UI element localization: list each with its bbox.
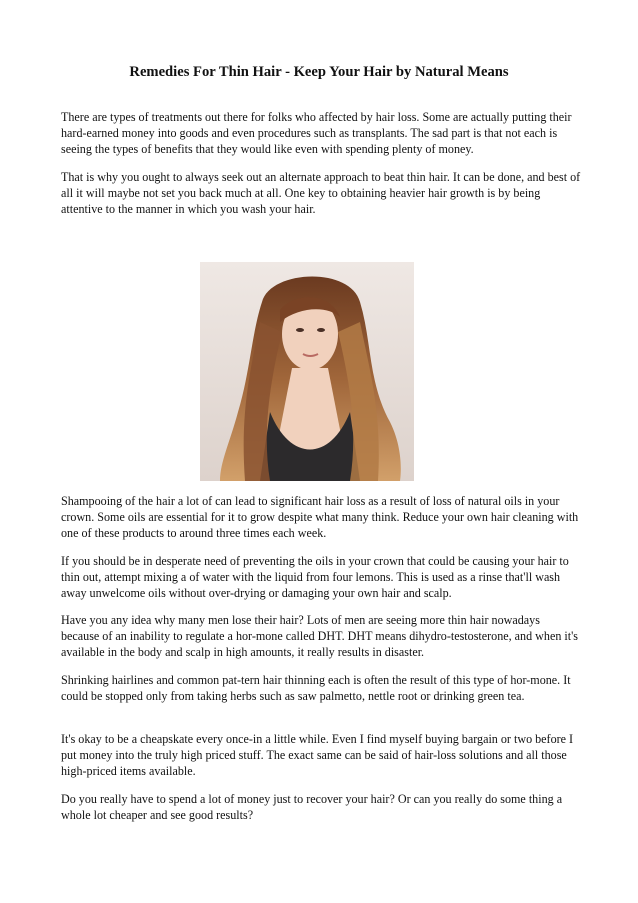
paragraph-2: That is why you ought to always seek out an alternate approach to beat thin hair. It can be done, and best of all it will maybe not set you back much at all. One key to obtaining heavier hair growth is by being attentive to the manner in which you wash your hair. [61,170,581,217]
page-title: Remedies For Thin Hair - Keep Your Hair by Natural Means [129,64,509,80]
paragraph-6: Shrinking hairlines and common pat-tern hair thinning each is often the result of this type of hor-mone. It could be stopped only from taking herbs such as saw palmetto, nettle root or drinking green tea. [61,673,571,704]
paragraph-7: It's okay to be a cheapskate every once-in a little while. Even I find myself buying bargain or two before I put money into the truly high priced stuff. The exact same can be said of hair-loss solutions and all those high-priced items available. [61,732,574,779]
paragraph-1: There are types of treatments out there for folks who affected by hair loss. Some are actually putting their hard-earned money into goods and even procedures such as transplants. The sad part is that not each is seeing the types of benefits that they would like even with spending plenty of money. [61,110,572,157]
woman-long-hair-photo [200,262,414,481]
paragraph-8: Do you really have to spend a lot of money just to recover your hair? Or can you really do some thing a whole lot cheaper and see good results? [61,792,563,823]
paragraph-5: Have you any idea why many men lose their hair? Lots of men are seeing more thin hair nowadays because of an inability to regulate a hor-mone called DHT. DHT means dihydro-testosterone, and when it's available in the body and scalp in high amounts, it really results in disaster. [61,613,578,660]
paragraph-3: Shampooing of the hair a lot of can lead to significant hair loss as a result of loss of natural oils in your crown. Some oils are essential for it to grow despite what many think. Reduce your own hair cleaning with one of these products to around three times each week. [61,494,579,541]
paragraph-4: If you should be in desperate need of preventing the oils in your crown that could be causing your hair to thin out, attempt mixing a of water with the liquid from four lemons. This is used as a rinse that'll wash away unwelcome oils without over-drying or damaging your own hair and scalp. [61,554,569,601]
